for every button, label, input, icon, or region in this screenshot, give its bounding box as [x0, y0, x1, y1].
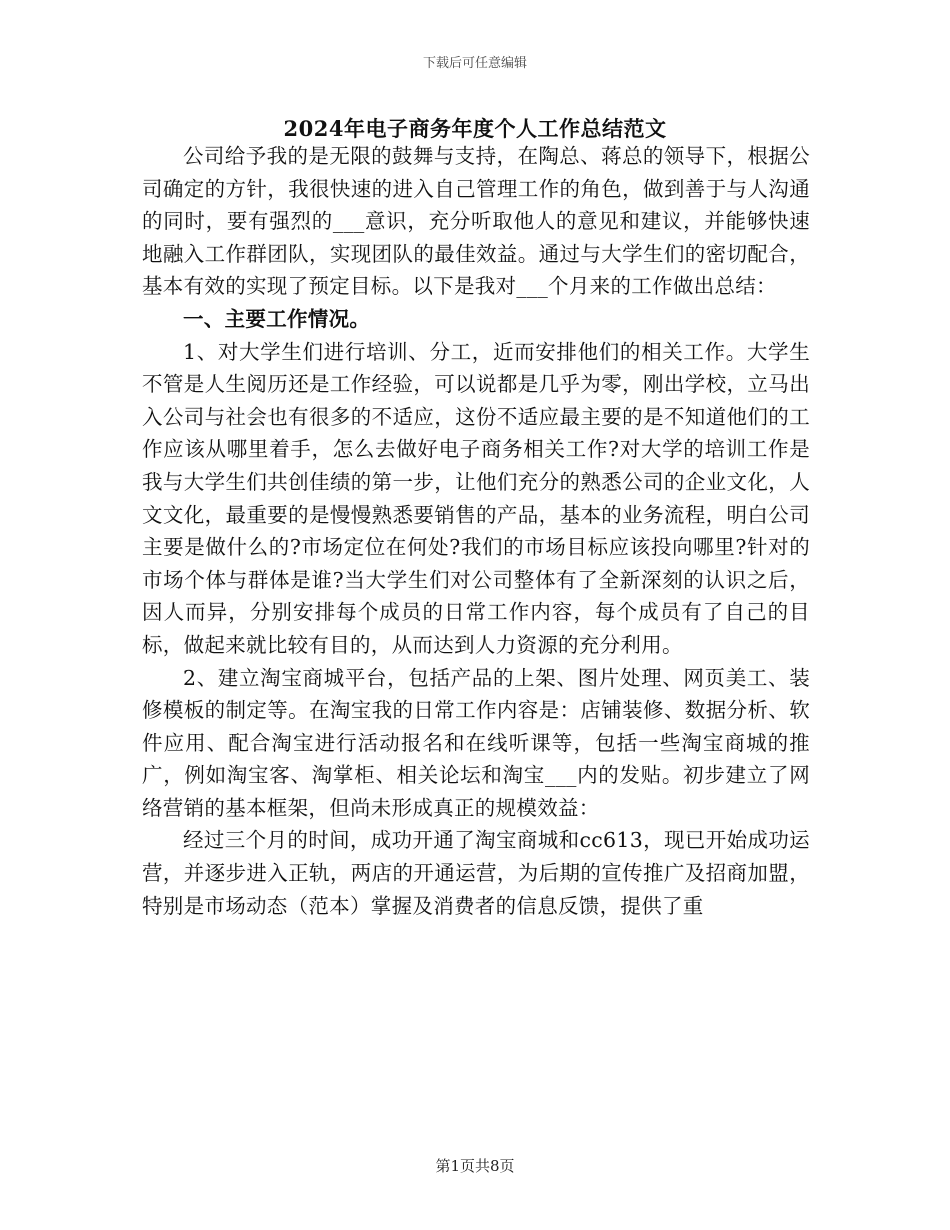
paragraph-item-2: 2、建立淘宝商城平台，包括产品的上架、图片处理、网页美工、装修模板的制定等。在淘宝我的日常工作内容是：店铺装修、数据分析、软件应用、配合淘宝进行活动报名和在线听课等，包括一些淘宝商城的推广，例如淘宝客、淘掌柜、相关论坛和淘宝___内的发贴。初步建立了网络营销的基本框架，但尚未形成真正的规模效益：	[142, 665, 810, 820]
section-heading: 一、主要工作情况。	[183, 306, 371, 331]
paragraph-results: 经过三个月的时间，成功开通了淘宝商城和cc613，现已开始成功运营，并逐步进入正轨，两店的开通运营，为后期的宣传推广及招商加盟，特别是市场动态（范本）掌握及消费者的信息反馈，提供了重	[142, 828, 810, 918]
header-note: 下载后可任意编辑	[422, 56, 527, 71]
intro-paragraph: 公司给予我的是无限的鼓舞与支持，在陶总、蒋总的领导下，根据公司确定的方针，我很快速的进入自己管理工作的角色，做到善于与人沟通的同时，要有强烈的___意识，充分听取他人的意见和建议，并能够快速地融入工作群团队，实现团队的最佳效益。通过与大学生们的密切配合，基本有效的实现了预定目标。以下是我对___个月来的工作做出总结：	[142, 144, 810, 299]
paragraph-item-1: 1、对大学生们进行培训、分工，近而安排他们的相关工作。大学生不管是人生阅历还是工作经验，可以说都是几乎为零，刚出学校，立马出入公司与社会也有很多的不适应，这份不适应最主要的是不知道他们的工作应该从哪里着手，怎么去做好电子商务相关工作?对大学的培训工作是我与大学生们共创佳绩的第一步，让他们充分的熟悉公司的企业文化，人文文化，最重要的是慢慢熟悉要销售的产品，基本的业务流程，明白公司主要是做什么的?市场定位在何处?我们的市场目标应该投向哪里?针对的市场个体与群体是谁?当大学生们对公司整体有了全新深刻的认识之后，因人而异，分别安排每个成员的日常工作内容，每个成员有了自己的目标，做起来就比较有目的，从而达到人力资源的充分利用。	[142, 339, 810, 657]
document-body	[142, 140, 810, 922]
document-title: 2024年电子商务年度个人工作总结范文	[283, 116, 667, 141]
page-footer: 第1页共8页	[435, 1157, 515, 1175]
